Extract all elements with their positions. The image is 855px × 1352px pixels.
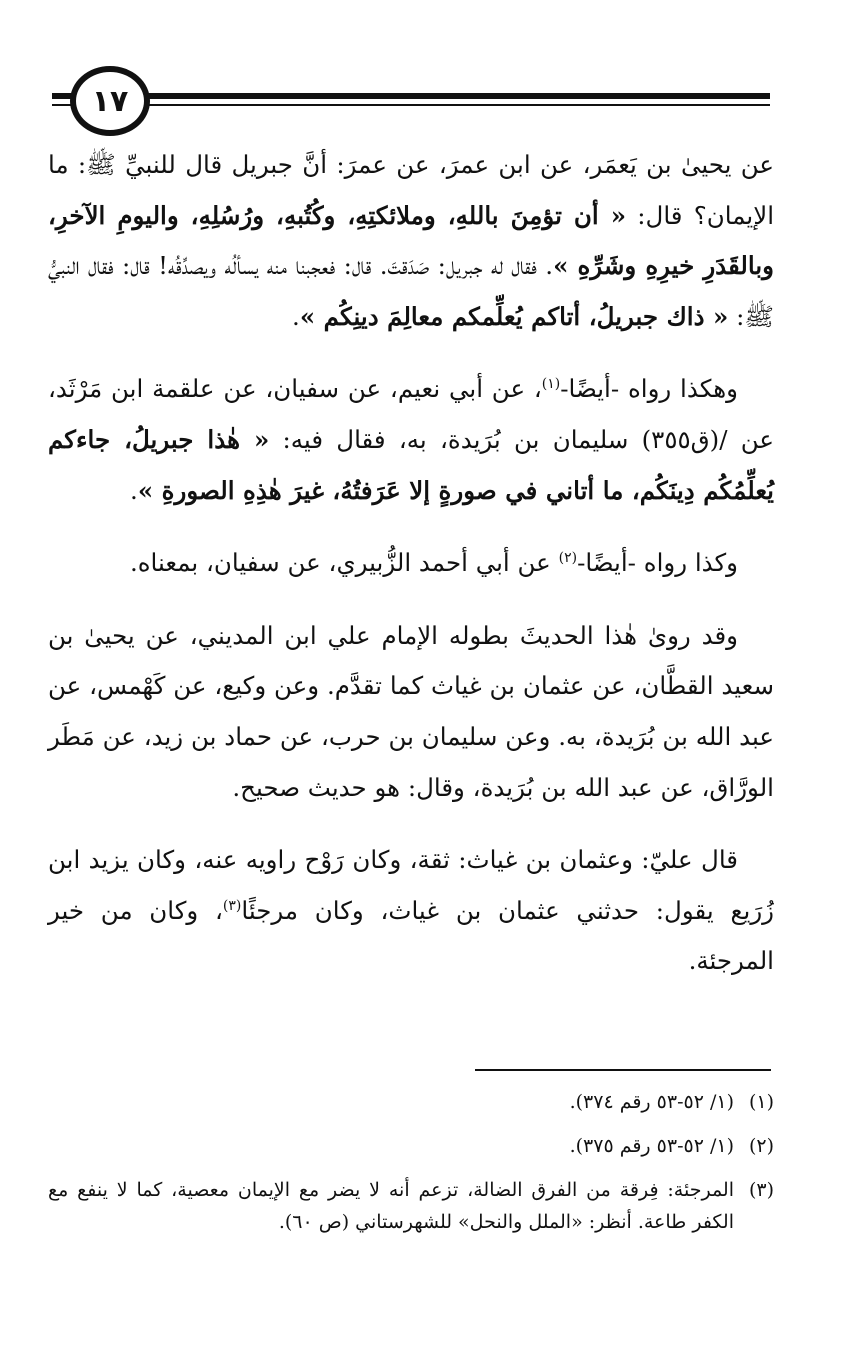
text-run: ، عن أبي نعيم، عن سفيان، عن علقمة ابن مَرْثَد، عن /(ق٣٥٥) سليمان بن بُرَيدة، به، فقال فيه: [48, 374, 774, 454]
text-run: عن يحيىٰ بن يَعمَر، عن ابن عمرَ، عن عمرَ: أنَّ جبريل قال للنبيِّ ﷺ: ما الإيمان؟ قال: [48, 150, 774, 230]
text-run: وقد روىٰ هٰذا الحديثَ بطوله الإمام علي ابن المديني، عن يحيىٰ بن سعيد القطَّان، عن عثمان بن غياث كما تقدَّم. وعن وكيع، عن كَهْمس، عن عبد الله بن بُرَيدة، به. وعن سليمان بن حرب، عن حماد بن زيد، عن مَطَر الورَّاق، عن عبد الله بن بُرَيدة، وقال: هو حديث صحيح. [48, 620, 774, 802]
header-rule-thin [52, 104, 770, 106]
footnote-text: (١/ ٥٢-٥٣ رقم ٣٧٤). [569, 1091, 734, 1113]
footnote-number: (٣) [748, 1179, 774, 1201]
header-rule-thick [52, 93, 770, 99]
footnote-ref-1[interactable]: (١) [541, 376, 561, 393]
footnote-ref-2[interactable]: (٢) [558, 550, 578, 566]
footnote-text: المرجئة: فِرقة من الفرق الضالة، تزعم أنه لا يضر مع الإيمان معصية، كما لا ينفع مع الكفر طاعة. أنظر: «الملل والنحل» للشهرستاني (ص ٦٠). [48, 1179, 734, 1233]
footnote-separator [475, 1069, 771, 1071]
text-run: ، وكان من خير المرجئة. [48, 895, 774, 976]
text-run: . [292, 301, 300, 331]
hadith-quote: « ذاك جبريلُ، أتاكم يُعلِّمكم معالِمَ دينِكُم » [299, 301, 729, 331]
paragraph-4 [48, 611, 774, 813]
text-run: عن أبي أحمد الزُّبيري، عن سفيان، بمعناه. [129, 548, 559, 578]
footnote-1 [48, 1086, 774, 1118]
paragraph-3 [48, 538, 774, 589]
footnote-2 [48, 1130, 774, 1162]
text-run: . فقال له جبريل: صَدَقتَ. قال: فعجبنا منه يسألُه ويصدِّقُه! قال: فقال النبيُّ ﷺ: [48, 251, 774, 331]
paragraph-2 [48, 364, 774, 516]
text-run: قال عليّ: وعثمان بن غياث: ثقة، وكان رَوْح راويه عنه، وكان يزيد ابن زُرَيع يقول: حدثني عثمان بن غياث، وكان مرجئًا [48, 845, 774, 925]
footnote-ref-3[interactable]: (٣) [222, 897, 242, 914]
footnote-number: (١) [748, 1091, 774, 1113]
text-run: . [130, 475, 138, 505]
footnote-text: (١/ ٥٢-٥٣ رقم ٣٧٥). [569, 1135, 734, 1157]
main-text [48, 140, 774, 1009]
text-run: وهكذا رواه -أيضًا- [560, 374, 738, 404]
text-run: وكذا رواه -أيضًا- [577, 548, 738, 578]
page-number-badge [70, 66, 150, 136]
paragraph-1 [48, 140, 774, 342]
footnotes [48, 1086, 774, 1250]
page-header [0, 0, 855, 140]
hadith-quote: « هٰذا جبريلُ، جاءكم يُعلِّمُكُم دِينَكُم، ما أتاني في صورةٍ إلا عَرَفتُهُ، غيرَ هٰذِهِ الصورةِ » [48, 424, 774, 505]
paragraph-5 [48, 835, 774, 987]
footnote-number: (٢) [748, 1135, 774, 1157]
footnote-3 [48, 1174, 774, 1238]
page-number: ١٧ [91, 83, 129, 119]
hadith-quote: « أن تؤمِنَ باللهِ، وملائكتِهِ، وكُتُبهِ، ورُسُلِهِ، واليومِ الآخرِ، وبالقَدَرِ خيرِهِ وشَرِّهِ » [48, 200, 774, 281]
